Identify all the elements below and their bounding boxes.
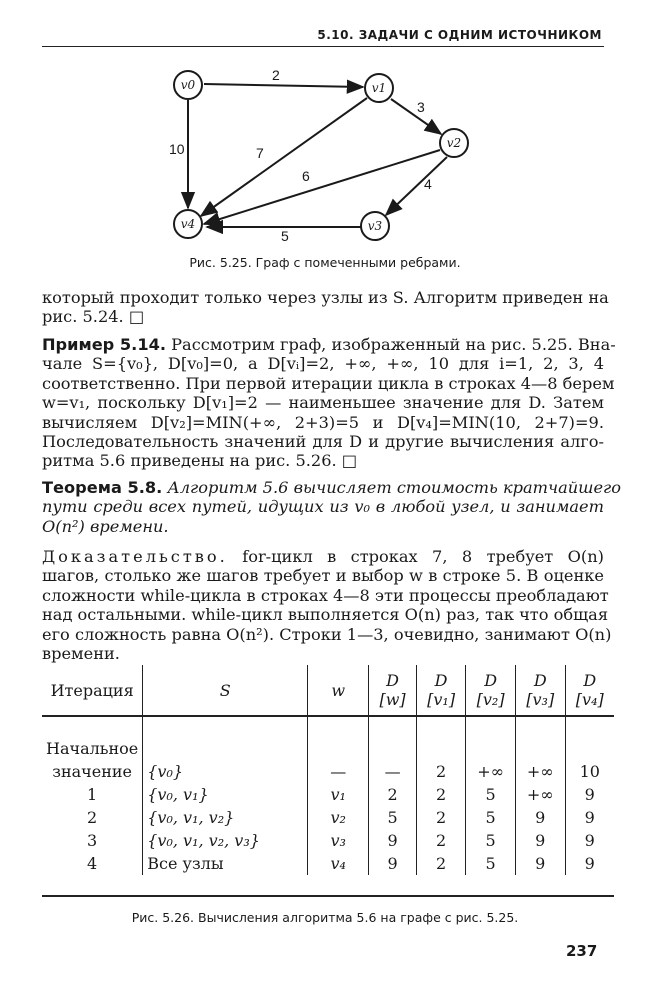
cell-dv3 — [515, 737, 565, 760]
cell-dv4: 9 — [565, 806, 614, 829]
cell-dv3: +∞ — [515, 783, 565, 806]
node-label-v0: v0 — [180, 78, 196, 92]
cell-dv1: 2 — [416, 783, 465, 806]
edge-label-v0-v4: 10 — [169, 141, 185, 157]
edge-v2-v3 — [386, 157, 447, 215]
cell-dv1 — [416, 737, 465, 760]
example-line: Рассмотрим граф, изображенный на рис. 5.25. Вна- — [171, 335, 616, 354]
figure2-caption: Рис. 5.26. Вычисления алгоритма 5.6 на графе с рис. 5.25. — [131, 910, 519, 925]
edge-label-v3-v4: 5 — [281, 228, 289, 244]
cell-w: v₃ — [308, 829, 369, 852]
theorem-line: O(n²) времени. — [42, 516, 169, 536]
cell-dw: 9 — [369, 852, 417, 875]
cell-dw: 5 — [369, 806, 417, 829]
cell-dw: 9 — [369, 829, 417, 852]
cell-w: v₄ — [308, 852, 369, 875]
cell-dw — [369, 737, 417, 760]
cell-w: — — [308, 760, 369, 783]
cell-s: {v₀} — [143, 760, 308, 783]
table-row — [42, 806, 614, 829]
node-label-v1: v1 — [371, 81, 387, 95]
table-spacer — [42, 716, 614, 737]
edge-v1-v2 — [391, 99, 441, 134]
col-header-dv1: D [v₁] — [416, 665, 465, 716]
theorem-label: Теорема 5.8. — [42, 478, 163, 497]
cell-iteration: 4 — [87, 854, 98, 873]
paragraph-1 — [42, 288, 609, 327]
cell-s: {v₀, v₁, v₂, v₃} — [143, 829, 308, 852]
table-row — [42, 760, 614, 783]
cell-dv2: 5 — [466, 783, 516, 806]
paragraph-1-line: рис. 5.24. □ — [42, 307, 145, 327]
col-header-dv2: D [v₂] — [466, 665, 516, 716]
cell-dv3: 9 — [515, 806, 565, 829]
cell-s — [143, 737, 308, 760]
cell-dw: — — [369, 760, 417, 783]
running-head: 5.10. ЗАДАЧИ С ОДНИМ ИСТОЧНИКОМ — [317, 28, 602, 42]
col-header-dv3: D [v₃] — [515, 665, 565, 716]
cell-iteration: 1 — [87, 785, 98, 804]
example-line: соответственно. При первой итерации цикла в строках 4—8 берем — [42, 373, 615, 393]
edge-label-v0-v1: 2 — [272, 67, 280, 83]
cell-iteration: 3 — [87, 831, 98, 850]
cell-dv4: 9 — [565, 852, 614, 875]
table-row — [42, 852, 614, 875]
paragraph-1-line: который проходит только через узлы из S. Алгоритм приведен на — [42, 288, 609, 307]
proof-line: его сложность равна O(n²). Строки 1—3, очевидно, занимают O(n) — [42, 624, 612, 644]
cell-dv1: 2 — [416, 829, 465, 852]
node-label-v2: v2 — [446, 136, 462, 150]
cell-dv1: 2 — [416, 852, 465, 875]
node-label-v4: v4 — [180, 217, 196, 231]
cell-s: Все узлы — [143, 852, 308, 875]
cell-dv1: 2 — [416, 760, 465, 783]
cell-iteration: значение — [52, 762, 133, 781]
cell-s: {v₀, v₁} — [143, 783, 308, 806]
cell-w — [308, 737, 369, 760]
cell-dv2: 5 — [466, 829, 516, 852]
cell-dv3: +∞ — [515, 760, 565, 783]
cell-dv4: 10 — [565, 760, 614, 783]
figure1-caption: Рис. 5.25. Граф с помеченными ребрами. — [189, 255, 461, 270]
cell-dv4 — [565, 737, 614, 760]
example-label: Пример 5.14. — [42, 335, 166, 354]
example-5-14 — [42, 335, 616, 471]
cell-dv2 — [466, 737, 516, 760]
cell-dv4: 9 — [565, 829, 614, 852]
edge-v0-v1 — [204, 84, 363, 87]
cell-dv1: 2 — [416, 806, 465, 829]
col-header-dw: D [w] — [369, 665, 417, 716]
proof-line: сложности while-цикла в строках 4—8 эти процессы преобладают — [42, 585, 609, 605]
cell-dv2: 5 — [466, 852, 516, 875]
header-rule — [42, 46, 604, 47]
cell-iteration: 2 — [87, 808, 98, 827]
table-row — [42, 737, 614, 760]
table-bottom-rule — [42, 895, 614, 897]
example-line: w=v₁, поскольку D[v₁]=2 — наименьшее значение для D. Затем — [42, 393, 604, 413]
cell-s: {v₀, v₁, v₂} — [143, 806, 308, 829]
table-header-row — [42, 665, 614, 716]
edge-label-v2-v4: 6 — [302, 168, 310, 184]
proof-line: над остальными. while-цикл выполняется O(n) раз, так что общая — [42, 605, 609, 625]
edge-label-v2-v3: 4 — [424, 176, 432, 192]
col-header-dv4: D [v₄] — [565, 665, 614, 716]
theorem-line: Алгоритм 5.6 вычисляет стоимость кратчайшего — [167, 478, 621, 497]
cell-iteration: Начальное — [46, 739, 139, 758]
example-line: Последовательность значений для D и другие вычисления алго- — [42, 432, 604, 452]
proof-line: шагов, столько же шагов требует и выбор w в строке 5. В оценке — [42, 566, 604, 586]
proof-label: Доказательство. — [42, 547, 228, 566]
page-number: 237 — [566, 942, 598, 960]
col-header-w: w — [308, 665, 369, 716]
proof — [42, 547, 612, 664]
calculation-table — [42, 665, 614, 875]
example-line: чале S={v₀}, D[v₀]=0, а D[vᵢ]=2, +∞, +∞, 10 для i=1, 2, 3, 4 — [42, 354, 604, 374]
graph-figure — [150, 60, 470, 250]
theorem-line: пути среди всех путей, идущих из v₀ в любой узел, и занимает — [42, 497, 604, 517]
cell-dv3: 9 — [515, 829, 565, 852]
cell-dv3: 9 — [515, 852, 565, 875]
cell-dv4: 9 — [565, 783, 614, 806]
node-label-v3: v3 — [367, 219, 383, 233]
table-row — [42, 829, 614, 852]
theorem-5-8 — [42, 478, 621, 536]
edge-label-v1-v4: 7 — [256, 145, 264, 161]
proof-line: времени. — [42, 644, 120, 664]
cell-w: v₂ — [308, 806, 369, 829]
cell-dv2: 5 — [466, 806, 516, 829]
col-header-s: S — [143, 665, 308, 716]
proof-line: for-цикл в строках 7, 8 требует O(n) — [242, 547, 604, 566]
cell-w: v₁ — [308, 783, 369, 806]
edge-label-v1-v2: 3 — [417, 99, 425, 115]
cell-dw: 2 — [369, 783, 417, 806]
example-line: ритма 5.6 приведены на рис. 5.26. □ — [42, 451, 358, 471]
col-header-iteration: Итерация — [42, 665, 143, 716]
cell-dv2: +∞ — [466, 760, 516, 783]
edge-v2-v4 — [204, 150, 440, 224]
example-line: вычисляем D[v₂]=MIN(+∞, 2+3)=5 и D[v₄]=MIN(10, 2+7)=9. — [42, 412, 604, 432]
table-row — [42, 783, 614, 806]
